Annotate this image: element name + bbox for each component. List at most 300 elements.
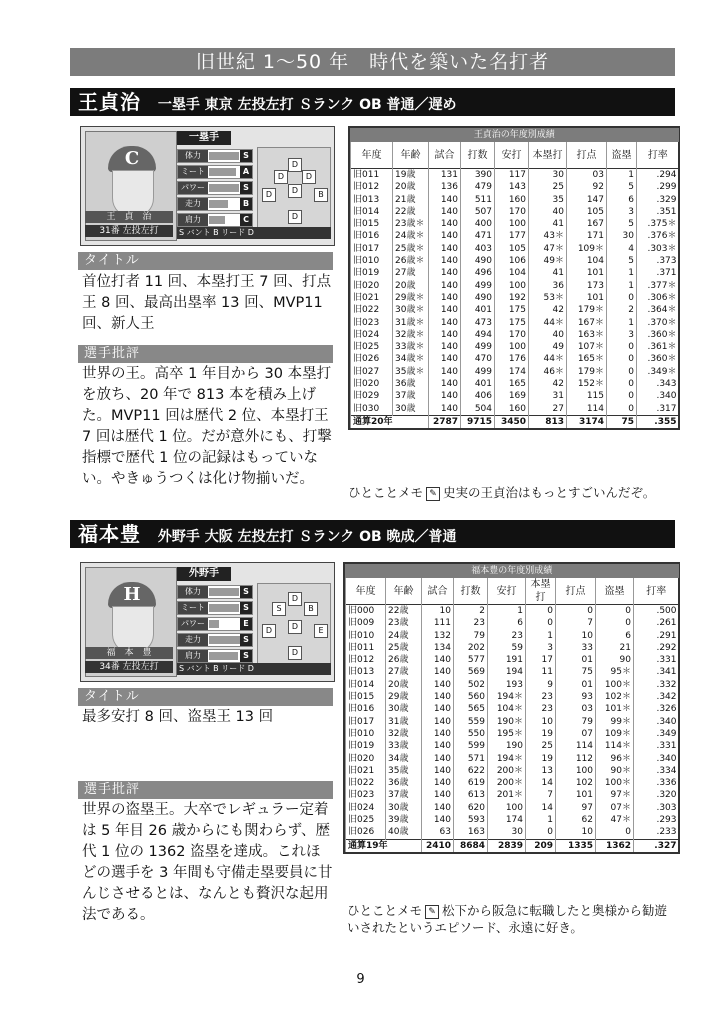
column-header: 盗塁	[596, 578, 634, 605]
table-cell: 0	[607, 353, 637, 365]
table-cell: 134	[422, 642, 454, 654]
table-cell: 旧020	[351, 378, 393, 390]
column-header: 盗塁	[607, 142, 637, 169]
table-cell: 143	[495, 181, 529, 193]
table-cell: 旧019	[351, 267, 393, 279]
table-cell: 622	[454, 765, 488, 777]
page-title: 旧世紀 1〜50 年 時代を築いた名打者	[70, 48, 675, 76]
table-cell: .331	[634, 654, 679, 666]
ability-label: パワー	[178, 182, 208, 194]
table-cell: 0	[607, 403, 637, 416]
total-cell: 2839	[488, 839, 526, 852]
ability-bar	[209, 620, 219, 628]
titles-text: 最多安打 8 回、盗塁王 13 回	[82, 709, 274, 725]
table-cell: 105	[567, 206, 607, 218]
table-cell: 40	[529, 206, 567, 218]
player-name: 王貞治	[78, 90, 141, 114]
ability-stat	[177, 197, 253, 211]
column-header: 試合	[422, 578, 454, 605]
table-cell: 旧011	[346, 642, 386, 654]
table-cell: 22歳	[386, 605, 422, 618]
table-cell: 30	[488, 826, 526, 839]
table-cell: 165	[495, 378, 529, 390]
table-cell: 0	[526, 605, 556, 618]
table-cell: 25	[526, 740, 556, 752]
table-cell: 115	[567, 390, 607, 402]
pencil-icon: ✎	[426, 487, 440, 501]
total-cell: 9715	[461, 415, 495, 428]
table-cell: 190＊	[488, 716, 526, 728]
table-cell: .294	[637, 169, 679, 182]
table-row	[351, 341, 679, 353]
table-cell: 26歳＊	[393, 255, 429, 267]
table-cell: .341	[634, 666, 679, 678]
table-cell: 499	[461, 280, 495, 292]
ability-rank: A	[240, 166, 252, 178]
table-cell: 470	[461, 353, 495, 365]
table-cell: 40	[529, 329, 567, 341]
table-total	[346, 839, 679, 852]
table-cell: 旧025	[351, 341, 393, 353]
table-cell: 401	[461, 378, 495, 390]
table-cell: .332	[634, 679, 679, 691]
table-row	[351, 230, 679, 242]
table-cell: 179＊	[567, 304, 607, 316]
table-cell: 5	[607, 218, 637, 230]
table-cell: 140	[422, 789, 454, 801]
ability-stat	[177, 617, 253, 631]
table-cell: 25	[529, 181, 567, 193]
table-cell: 旧015	[351, 218, 393, 230]
table-cell: 401	[461, 304, 495, 316]
table-cell: 0	[607, 292, 637, 304]
table-cell: 43＊	[529, 230, 567, 242]
table-cell: 旧026	[351, 353, 393, 365]
table-cell: 93	[556, 691, 596, 703]
table-cell: 92	[567, 181, 607, 193]
table-cell: 31歳＊	[393, 317, 429, 329]
table-cell: 90＊	[596, 765, 634, 777]
table-row	[346, 630, 679, 642]
table-cell: 30歳＊	[393, 304, 429, 316]
table-cell: 140	[422, 716, 454, 728]
column-header: 年齢	[386, 578, 422, 605]
table-cell: 10	[526, 716, 556, 728]
table-cell: 33歳＊	[393, 341, 429, 353]
table-cell: 41	[529, 267, 567, 279]
table-row	[351, 378, 679, 390]
skills-strip: S バント B リード D	[177, 663, 331, 675]
column-header: 本塁打	[529, 142, 567, 169]
table-cell: 27歳	[393, 267, 429, 279]
table-cell: 479	[461, 181, 495, 193]
player-banner-fukumoto	[70, 520, 675, 548]
table-cell: 473	[461, 317, 495, 329]
table-cell: 170	[495, 329, 529, 341]
ability-rank: S	[240, 586, 252, 598]
table-cell: .233	[634, 826, 679, 839]
table-cell: 14	[526, 802, 556, 814]
table-cell: 35	[529, 194, 567, 206]
player-info: 外野手 大阪 左投左打 Ｓランク OB 晩成／普通	[157, 529, 457, 545]
table-cell: 39歳	[386, 814, 422, 826]
table-cell: 40歳	[386, 826, 422, 839]
column-header: 打点	[556, 578, 596, 605]
table-cell: 17	[526, 654, 556, 666]
total-cell: 75	[607, 415, 637, 428]
table-row	[346, 728, 679, 740]
table-cell: 200＊	[488, 765, 526, 777]
table-cell: 114	[556, 740, 596, 752]
ability-label: 肩力	[178, 214, 208, 226]
table-cell: 490	[461, 255, 495, 267]
table-cell: 0	[596, 605, 634, 618]
ability-bar	[209, 216, 225, 224]
total-cell: 通算19年	[346, 839, 422, 852]
table-cell: 102	[556, 777, 596, 789]
table-row	[351, 403, 679, 416]
table-cell: 旧026	[346, 826, 386, 839]
table-cell: 174	[495, 366, 529, 378]
table-cell: .376＊	[637, 230, 679, 242]
table-cell: 1	[526, 630, 556, 642]
ability-stat	[177, 649, 253, 663]
table-cell: 550	[454, 728, 488, 740]
table-cell: 100	[495, 280, 529, 292]
player-card	[80, 126, 335, 246]
ability-stat	[177, 181, 253, 195]
table-row	[346, 740, 679, 752]
column-header: 打率	[637, 142, 679, 169]
table-cell: 3	[607, 329, 637, 341]
table-cell: 59	[488, 642, 526, 654]
table-cell: 97＊	[596, 789, 634, 801]
column-header: 年度	[346, 578, 386, 605]
table-cell: 旧017	[346, 716, 386, 728]
table-cell: 49＊	[529, 255, 567, 267]
table-cell: 1	[607, 169, 637, 182]
ability-stats	[177, 149, 253, 229]
table-cell: 619	[454, 777, 488, 789]
table-cell: 100	[495, 341, 529, 353]
table-cell: 27歳	[386, 666, 422, 678]
table-cell: 140	[429, 194, 461, 206]
table-cell: 30歳	[393, 403, 429, 416]
table-row	[346, 802, 679, 814]
column-header: 年度	[351, 142, 393, 169]
table-cell: 192	[495, 292, 529, 304]
table-cell: 101	[567, 267, 607, 279]
table-cell: 44＊	[529, 353, 567, 365]
table-cell: 21歳	[393, 194, 429, 206]
review-label: 選手批評	[78, 345, 333, 363]
table-cell: 旧017	[351, 243, 393, 255]
table-cell: 23	[526, 703, 556, 715]
table-cell: 140	[422, 654, 454, 666]
review-text: 世界の王。高卒 1 年目から 30 本塁打を放ち、20 年で 813 本を積み上げた。MVP11 回は歴代 2 位、本塁打王 7 回は歴代 1 位。だが意外にも、打撃指標で歴代 1 位の記録はもっていない。やきゅうつくは化け物揃いだ。	[82, 366, 332, 487]
table-cell: 33歳	[386, 740, 422, 752]
table-cell: 10	[422, 605, 454, 618]
column-header: 本塁打	[526, 578, 556, 605]
table-caption: 福本豊の年度別成績	[345, 564, 679, 578]
table-cell: 36歳	[393, 378, 429, 390]
table-cell: 140	[429, 317, 461, 329]
table-cell: 0	[596, 617, 634, 629]
table-cell: 106	[495, 255, 529, 267]
table-cell: 42	[529, 378, 567, 390]
table-cell: 107＊	[567, 341, 607, 353]
table-cell: 41	[529, 218, 567, 230]
table-row	[346, 789, 679, 801]
table-row	[351, 243, 679, 255]
table-cell: 496	[461, 267, 495, 279]
table-body	[351, 169, 679, 416]
table-cell: 167	[567, 218, 607, 230]
table-header	[351, 142, 679, 169]
table-cell: 100	[488, 802, 526, 814]
table-cell: 9	[526, 679, 556, 691]
table-row	[351, 292, 679, 304]
table-cell: 400	[461, 218, 495, 230]
table-cell: 140	[422, 679, 454, 691]
table-cell: 23歳	[386, 617, 422, 629]
table-cell: 19歳	[393, 169, 429, 182]
table-cell: 旧020	[346, 753, 386, 765]
column-header: 打点	[567, 142, 607, 169]
table-row	[351, 304, 679, 316]
table-cell: 109＊	[596, 728, 634, 740]
table-cell: 23	[454, 617, 488, 629]
table-cell: 2	[607, 304, 637, 316]
table-cell: 旧010	[346, 630, 386, 642]
ability-label: 肩力	[178, 650, 208, 662]
table-cell: 111	[422, 617, 454, 629]
column-header: 打数	[454, 578, 488, 605]
total-cell: 3174	[567, 415, 607, 428]
table-row	[346, 617, 679, 629]
stats-table-oh	[348, 126, 680, 430]
table-cell: 旧029	[351, 390, 393, 402]
table-cell: 504	[461, 403, 495, 416]
table-cell: 10	[556, 826, 596, 839]
table-cell: .303＊	[637, 243, 679, 255]
ability-bar	[209, 588, 239, 596]
table-cell: .349	[634, 728, 679, 740]
ability-rank: S	[240, 602, 252, 614]
memo-label: ひとことメモ	[347, 903, 423, 918]
table-cell: 132	[422, 630, 454, 642]
table-cell: 32歳＊	[393, 329, 429, 341]
column-header: 試合	[429, 142, 461, 169]
table-row	[351, 280, 679, 292]
table-cell: 131	[429, 169, 461, 182]
table-cell: 旧010	[346, 728, 386, 740]
number-plate: 34番 左投左打	[85, 661, 173, 673]
table-cell: 97	[556, 802, 596, 814]
table-cell: 175	[495, 317, 529, 329]
table-cell: 99＊	[596, 716, 634, 728]
table-row	[351, 329, 679, 341]
table-cell: 140	[429, 353, 461, 365]
table-cell: 旧024	[351, 329, 393, 341]
ability-label: 体力	[178, 586, 208, 598]
ability-bar	[209, 184, 239, 192]
memo-text: 松下から阪急に転職したと奥様から勧遊いされたというエピソード、永遠に好き。	[347, 903, 668, 935]
table-cell: .291	[634, 630, 679, 642]
table-cell: 22歳	[393, 206, 429, 218]
table-cell: 507	[461, 206, 495, 218]
review-label: 選手批評	[78, 781, 333, 799]
table-cell: 2	[454, 605, 488, 618]
ability-bar	[209, 168, 236, 176]
table-cell: 49	[529, 341, 567, 353]
table-cell: 3	[607, 206, 637, 218]
table-cell: 171	[567, 230, 607, 242]
cap-logo: H	[108, 582, 156, 608]
player-card	[80, 562, 335, 682]
table-cell: .370＊	[637, 317, 679, 329]
table-cell: 20歳	[393, 280, 429, 292]
table-cell: 旧011	[351, 169, 393, 182]
table-cell: 112	[556, 753, 596, 765]
column-header: 安打	[495, 142, 529, 169]
table-caption: 王貞治の年度別成績	[350, 128, 679, 142]
table-cell: 490	[461, 292, 495, 304]
table-cell: 0	[607, 341, 637, 353]
ability-bar	[209, 652, 238, 660]
table-row	[351, 181, 679, 193]
table-cell: 13	[526, 765, 556, 777]
table-row	[351, 255, 679, 267]
ability-stat	[177, 601, 253, 615]
table-cell: 47＊	[596, 814, 634, 826]
table-cell: 140	[429, 280, 461, 292]
table-cell: 旧015	[346, 691, 386, 703]
table-cell: 140	[429, 378, 461, 390]
table-row	[351, 390, 679, 402]
table-cell: .299	[637, 181, 679, 193]
table-cell: 191	[488, 654, 526, 666]
ability-label: パワー	[178, 618, 208, 630]
table-cell: 559	[454, 716, 488, 728]
table-cell: 44＊	[529, 317, 567, 329]
page-number: 9	[356, 972, 365, 987]
table-cell: 136	[429, 181, 461, 193]
ability-label: ミート	[178, 166, 208, 178]
ability-label: 走力	[178, 198, 208, 210]
table-cell: 75	[556, 666, 596, 678]
table-cell: .331	[634, 740, 679, 752]
table-cell: 62	[556, 814, 596, 826]
column-header: 年齢	[393, 142, 429, 169]
table-cell: 140	[422, 666, 454, 678]
table-cell: 195＊	[488, 728, 526, 740]
table-cell: 旧016	[346, 703, 386, 715]
table-cell: 旧014	[351, 206, 393, 218]
table-cell: 471	[461, 230, 495, 242]
table-cell: 27	[529, 403, 567, 416]
cap-logo: C	[108, 146, 156, 172]
table-cell: 0	[556, 605, 596, 618]
table-cell: 494	[461, 329, 495, 341]
table-cell: 79	[454, 630, 488, 642]
ability-rank: S	[240, 634, 252, 646]
table-cell: 140	[422, 691, 454, 703]
position-badge: 外野手	[177, 567, 231, 581]
table-row	[351, 317, 679, 329]
table-cell: 499	[461, 366, 495, 378]
table-cell: 1	[607, 267, 637, 279]
table-cell: 406	[461, 390, 495, 402]
table-cell: 499	[461, 341, 495, 353]
memo-text: 史実の王貞治はもっとすごいんだぞ。	[443, 485, 656, 500]
table-cell: 140	[429, 206, 461, 218]
table-cell: .361＊	[637, 341, 679, 353]
table-body	[346, 605, 679, 840]
table-cell: 1	[607, 317, 637, 329]
table-cell: 23	[488, 630, 526, 642]
table-cell: 23歳＊	[393, 218, 429, 230]
table-cell: 47＊	[529, 243, 567, 255]
table-cell: 101	[556, 789, 596, 801]
table-cell: 160	[495, 194, 529, 206]
table-cell: 152＊	[567, 378, 607, 390]
table-cell: 1	[526, 814, 556, 826]
table-cell: .261	[634, 617, 679, 629]
table-cell: 100＊	[596, 679, 634, 691]
table-cell: 6	[607, 194, 637, 206]
table-cell: 旧013	[346, 666, 386, 678]
table-cell: 旧022	[346, 777, 386, 789]
table-cell: 旧012	[346, 654, 386, 666]
table-cell: 6	[596, 630, 634, 642]
table-cell: 502	[454, 679, 488, 691]
table-cell: 194	[488, 666, 526, 678]
ability-rank: C	[240, 214, 252, 226]
table-row	[351, 169, 679, 182]
table-cell: 旧030	[351, 403, 393, 416]
table-cell: 167＊	[567, 317, 607, 329]
table-cell: 01	[556, 679, 596, 691]
table-cell: 旧023	[346, 789, 386, 801]
table-cell: 42	[529, 304, 567, 316]
table-cell: 140	[429, 292, 461, 304]
titles-label: タイトル	[78, 688, 333, 706]
table-row	[351, 366, 679, 378]
table-cell: 140	[429, 329, 461, 341]
table-cell: 7	[526, 789, 556, 801]
table-cell: 140	[422, 802, 454, 814]
table-cell: 96＊	[596, 753, 634, 765]
table-cell: .349＊	[637, 366, 679, 378]
table-cell: 201＊	[488, 789, 526, 801]
table-cell: 旧012	[351, 181, 393, 193]
table-cell: 403	[461, 243, 495, 255]
total-cell: .327	[634, 839, 679, 852]
table-cell: 140	[429, 218, 461, 230]
table-cell: 7	[556, 617, 596, 629]
table-cell: 30歳	[386, 703, 422, 715]
table-cell: 104＊	[488, 703, 526, 715]
table-cell: 101＊	[596, 703, 634, 715]
ability-rank: B	[240, 198, 252, 210]
table-cell: 20歳	[393, 181, 429, 193]
table-cell: 5	[607, 181, 637, 193]
table-cell: 140	[429, 243, 461, 255]
table-cell: 140	[429, 390, 461, 402]
table-cell: .371	[637, 267, 679, 279]
table-cell: 19	[526, 753, 556, 765]
